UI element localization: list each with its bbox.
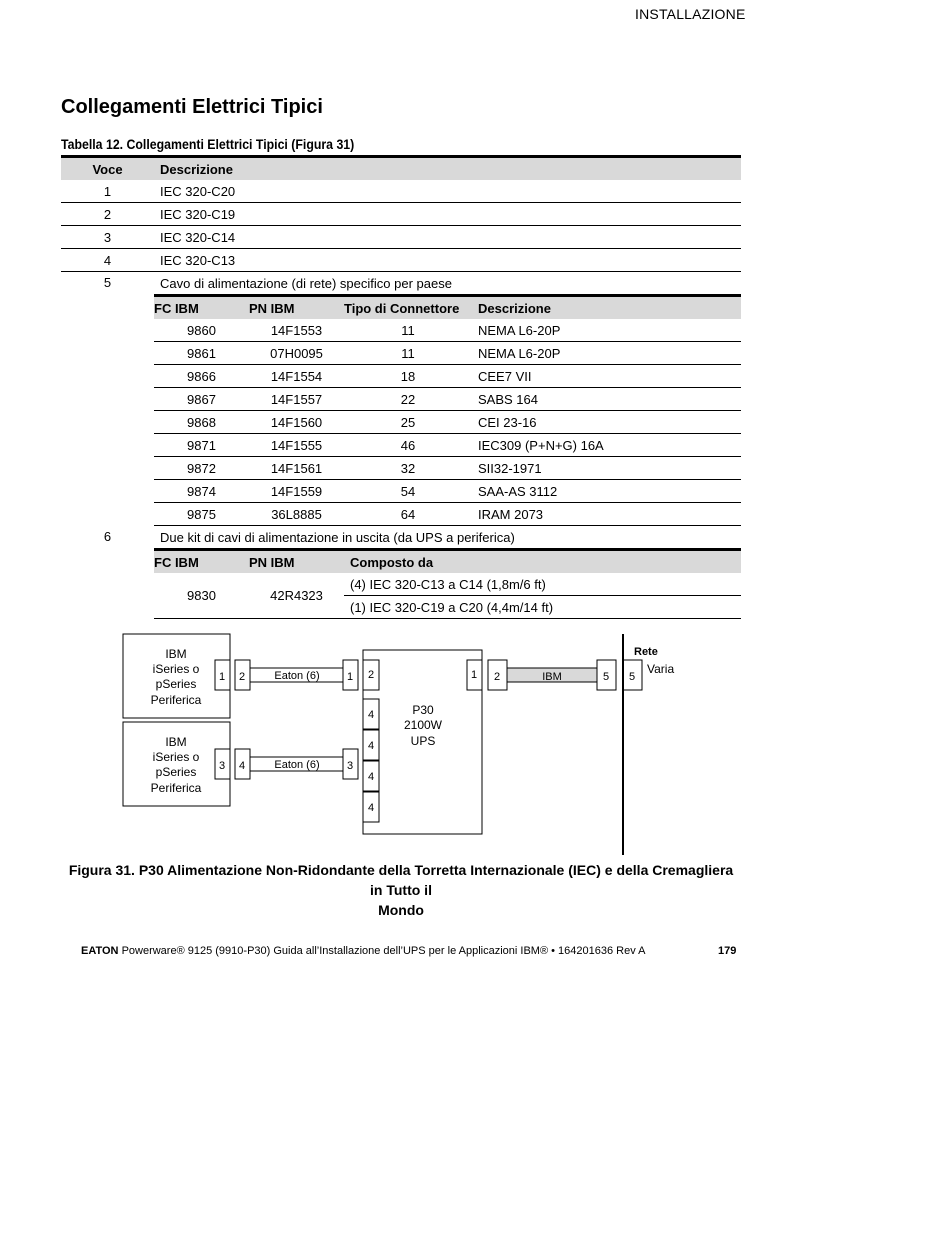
cable-label-ibm: IBM — [542, 671, 562, 683]
table-row — [61, 226, 741, 249]
sub-header-fc: FC IBM — [154, 550, 249, 574]
power-cord-row — [154, 503, 741, 526]
footer — [81, 945, 645, 957]
cable-label-top: Eaton (6) — [274, 670, 320, 682]
ups-label: P30 — [412, 703, 434, 717]
table-caption: Tabella 12. Collegamenti Elettrici Tipici (Figura 31) — [61, 136, 355, 152]
connector-number: 1 — [218, 671, 226, 683]
peripheral-bottom-label: pSeries — [155, 765, 197, 779]
page-title: Collegamenti Elettrici Tipici — [61, 96, 323, 118]
footer-brand: EATON — [81, 945, 119, 957]
cord-descrizione: NEMA L6-20P — [478, 322, 561, 338]
cable-label-bottom: Eaton (6) — [274, 759, 320, 771]
row-descrizione: IEC 320-C13 — [154, 249, 741, 272]
cord-fc: 9872 — [154, 457, 249, 480]
row-voce: 6 — [103, 528, 112, 544]
cord-pn: 14F1553 — [270, 322, 323, 338]
cord-pn: 14F1561 — [249, 457, 344, 480]
row-descrizione: IEC 320-C20 — [154, 180, 741, 203]
cord-descrizione: IEC309 (P+N+G) 16A — [472, 434, 741, 457]
connector-number: 2 — [238, 671, 246, 683]
cord-fc: 9871 — [154, 434, 249, 457]
cord-descrizione: SABS 164 — [472, 388, 741, 411]
cord-descrizione: NEMA L6-20P — [472, 342, 741, 365]
wiring-diagram — [0, 620, 950, 860]
power-cord-row — [154, 319, 741, 342]
header-descrizione: Descrizione — [154, 157, 741, 181]
connector-number: 4 — [238, 760, 246, 772]
cord-tipo: 54 — [344, 480, 472, 503]
kit-pn: 42R4323 — [270, 588, 323, 603]
cord-descrizione: SAA-AS 3112 — [472, 480, 741, 503]
power-cord-row — [154, 480, 741, 503]
cord-tipo: 25 — [344, 411, 472, 434]
sub-header-fc: FC IBM — [154, 296, 249, 320]
connector-number: 5 — [628, 671, 636, 683]
page-number: 179 — [718, 945, 737, 957]
cord-tipo: 46 — [344, 434, 472, 457]
connector-number: 4 — [367, 771, 375, 783]
cord-fc: 9861 — [154, 342, 249, 365]
cord-descrizione: CEI 23-16 — [472, 411, 741, 434]
table-row-item5 — [61, 272, 741, 295]
rete-label: Rete — [634, 646, 658, 658]
cord-pn: 14F1557 — [249, 388, 344, 411]
cord-tipo: 11 — [344, 342, 472, 365]
power-cord-row — [154, 388, 741, 411]
figure-caption-line1: Figura 31. P30 Alimentazione Non-Ridondante della Torretta Internazionale (IEC) e della Cremagliera in Tutto il — [68, 862, 734, 898]
figure-caption-line2: Mondo — [378, 902, 424, 918]
connector-number: 3 — [346, 760, 354, 772]
power-cord-row — [154, 457, 741, 480]
varia-label: Varia — [647, 662, 675, 676]
connector-number: 4 — [367, 740, 375, 752]
cord-tipo: 18 — [344, 365, 472, 388]
row-voce: 1 — [61, 180, 154, 203]
row-descrizione: IEC 320-C14 — [154, 226, 741, 249]
cord-pn: 14F1559 — [249, 480, 344, 503]
cord-tipo: 11 — [401, 322, 415, 338]
figure-caption — [61, 860, 741, 920]
output-kit-table — [154, 548, 741, 618]
power-cord-row — [154, 365, 741, 388]
sub-header-composto: Composto da — [344, 550, 741, 574]
row-descrizione: Due kit di cavi di alimentazione in uscita (da UPS a periferica) — [160, 529, 515, 545]
cord-fc: 9868 — [154, 411, 249, 434]
cord-fc: 9874 — [154, 480, 249, 503]
connector-number: 2 — [367, 669, 375, 681]
cord-fc: 9866 — [154, 365, 249, 388]
sub-header-pn: PN IBM — [249, 550, 344, 574]
cord-fc: 9867 — [154, 388, 249, 411]
peripheral-top-label: iSeries o — [152, 662, 200, 676]
peripheral-bottom-label: Periferica — [150, 781, 202, 795]
kit-fc: 9830 — [187, 588, 216, 603]
peripheral-bottom-label: IBM — [165, 735, 187, 749]
connector-number: 4 — [367, 709, 375, 721]
cord-pn: 36L8885 — [249, 503, 344, 526]
section-label: INSTALLAZIONE — [635, 6, 746, 22]
connector-number: 2 — [493, 671, 501, 683]
row-voce: 3 — [61, 226, 154, 249]
ups-label: UPS — [410, 734, 436, 748]
kit-composto-1: (4) IEC 320-C13 a C14 (1,8m/6 ft) — [350, 576, 546, 592]
connector-number: 5 — [602, 671, 610, 683]
main-table — [61, 155, 741, 619]
table-row — [61, 249, 741, 272]
cord-fc: 9860 — [187, 322, 216, 338]
cord-pn: 14F1554 — [249, 365, 344, 388]
cord-fc: 9875 — [154, 503, 249, 526]
cord-tipo: 22 — [344, 388, 472, 411]
cord-tipo: 32 — [344, 457, 472, 480]
cord-descrizione: SII32-1971 — [472, 457, 741, 480]
row-voce: 4 — [61, 249, 154, 272]
header-voce: Voce — [61, 157, 154, 181]
peripheral-top-label: pSeries — [155, 677, 197, 691]
peripheral-top-label: IBM — [165, 647, 187, 661]
row-voce: 5 — [103, 275, 112, 290]
cord-tipo: 64 — [344, 503, 472, 526]
table-row — [61, 180, 741, 203]
row-descrizione: IEC 320-C19 — [154, 203, 741, 226]
power-cord-row — [154, 434, 741, 457]
table-row — [61, 203, 741, 226]
sub-header-pn: PN IBM — [249, 296, 344, 320]
row-descrizione: Cavo di alimentazione (di rete) specifico per paese — [160, 275, 452, 291]
connector-number: 1 — [346, 671, 354, 683]
cord-descrizione: CEE7 VII — [472, 365, 741, 388]
sub-header-tipo: Tipo di Connettore — [344, 296, 472, 320]
sub-header-descrizione: Descrizione — [472, 296, 741, 320]
table-row-item6 — [61, 526, 741, 549]
cord-descrizione: IRAM 2073 — [472, 503, 741, 526]
peripheral-top-label: Periferica — [150, 693, 202, 707]
cord-pn: 14F1560 — [249, 411, 344, 434]
cord-pn: 07H0095 — [249, 342, 344, 365]
connector-number: 3 — [218, 760, 226, 772]
peripheral-bottom-label: iSeries o — [152, 750, 200, 764]
kit-composto-2: (1) IEC 320-C19 a C20 (4,4m/14 ft) — [344, 596, 741, 619]
connector-number: 4 — [367, 802, 375, 814]
row-voce: 2 — [61, 203, 154, 226]
footer-text: Powerware® 9125 (9910-P30) Guida all’Installazione dell’UPS per le Applicazioni IBM® • 164201636 Rev A — [121, 945, 646, 957]
cord-pn: 14F1555 — [249, 434, 344, 457]
power-cord-row — [154, 342, 741, 365]
connector-number: 1 — [470, 669, 478, 681]
power-cord-table — [154, 294, 741, 525]
power-cord-row — [154, 411, 741, 434]
ups-label: 2100W — [403, 718, 443, 732]
